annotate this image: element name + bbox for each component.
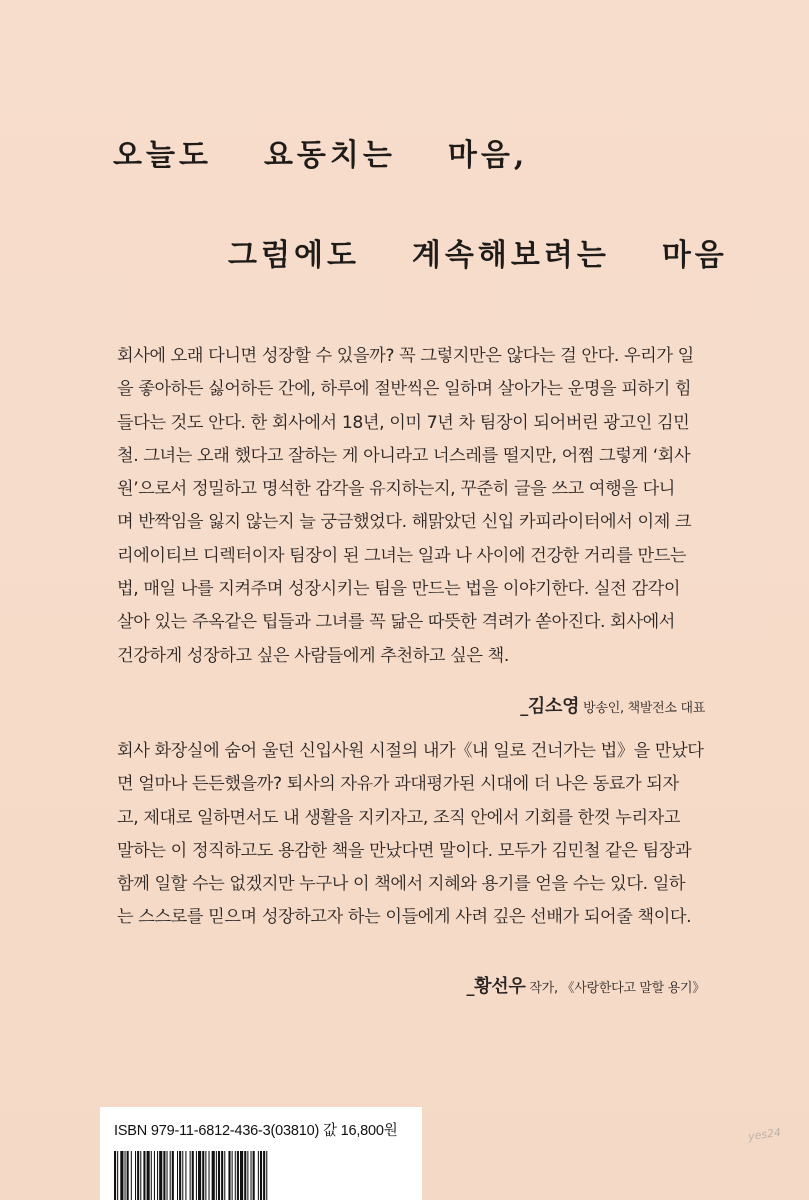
review-line: 고, 제대로 일하면서도 내 생활을 지키자고, 조직 안에서 기회를 한껏 누리자고 [117, 807, 681, 828]
barcode-bar [251, 1151, 252, 1200]
reviewer-role: 작가, 《사랑한다고 말할 용기》 [529, 981, 705, 996]
headline-word: 마음, [447, 138, 529, 173]
barcode-bar [196, 1151, 197, 1200]
barcode-graphic [114, 1151, 409, 1200]
barcode-bar [137, 1151, 139, 1200]
review-line: 원’으로서 정밀하고 명석한 감각을 유지하는지, 꾸준히 글을 쓰고 여행을 다니 [117, 479, 675, 500]
barcode-bar [143, 1151, 145, 1200]
barcode-bar [258, 1151, 259, 1200]
barcode-bar [154, 1151, 155, 1200]
barcode-bar [244, 1151, 246, 1200]
headline-word: 계속해보려는 [411, 238, 610, 273]
headline-word: 그럼에도 [228, 238, 360, 273]
barcode-bar [125, 1151, 126, 1200]
barcode-bar [135, 1151, 136, 1200]
barcode-bar [114, 1151, 116, 1200]
barcode-bar [172, 1151, 174, 1200]
barcode-bar [209, 1151, 210, 1200]
headline-word: 요동치는 [263, 138, 396, 173]
review-line: 철. 그녀는 오래 했다고 잘하는 게 아니라고 너스레를 떨지만, 어쩜 그렇게 ‘회사 [117, 445, 691, 466]
review-line: 리에이티브 디렉터이자 팀장이 된 그녀는 일과 나 사이에 건강한 거리를 만드는 [117, 545, 687, 566]
barcode-bar [247, 1151, 248, 1200]
review-line: 건강하게 성장하고 싶은 사람들에게 추천하고 싶은 책. [117, 645, 509, 666]
review-line: 들다는 것도 안다. 한 회사에서 18년, 이미 7년 차 팀장이 되어버린 광고인 김민 [117, 412, 690, 433]
review-1-attribution [520, 692, 705, 718]
review-line: 법, 매일 나를 지켜주며 성장시키는 팀을 만드는 법을 이야기한다. 실전 감각이 [117, 579, 681, 600]
barcode-bar [192, 1151, 194, 1200]
review-line: 회사에 오래 다니면 성장할 수 있을까? 꼭 그렇지만은 않다는 걸 안다. 우리가 일 [117, 346, 694, 366]
barcode-bar [228, 1151, 230, 1200]
review-line: 며 반짝임을 잃지 않는지 늘 궁금했었다. 해맑았던 신입 카피라이터에서 이제 크 [117, 512, 692, 533]
barcode-bar [179, 1151, 181, 1200]
review-line: 함께 일할 수는 없겠지만 누구나 이 책에서 지혜와 용기를 얻을 수는 있다. 일하 [117, 874, 686, 895]
barcode-bar [224, 1151, 225, 1200]
barcode-bar [232, 1151, 233, 1200]
barcode-bar [216, 1151, 217, 1200]
attribution-dash: _ [520, 697, 528, 716]
review-line: 말하는 이 정직하고도 용감한 책을 만났다면 말이다. 모두가 김민철 같은 팀장과 [117, 840, 692, 861]
watermark: yes24 [747, 1125, 782, 1144]
barcode-bar [182, 1151, 183, 1200]
barcode-bar [170, 1151, 171, 1200]
barcode-bar [163, 1151, 165, 1200]
review-line: 는 스스로를 믿으며 성장하고자 하는 이들에게 사려 깊은 선배가 되어줄 책이다. [117, 907, 692, 928]
barcode-bar [198, 1151, 201, 1200]
barcode-box [100, 1107, 422, 1200]
barcode-bar [151, 1151, 152, 1200]
review-1-text [117, 340, 717, 673]
review-line: 을 좋아하든 싫어하든 간에, 하루에 절반씩은 일하며 살아가는 운명을 피하기 힘 [117, 379, 692, 400]
isbn-number: ISBN 979-11-6812-436-3(03810) [114, 1123, 320, 1139]
barcode-bar [140, 1151, 141, 1200]
barcode-bar [202, 1151, 204, 1200]
headline-word: 오늘도 [113, 138, 212, 173]
barcode-bar [221, 1151, 223, 1200]
barcode-bar [212, 1151, 215, 1200]
barcode-bar [157, 1151, 158, 1200]
barcode-bar [218, 1151, 220, 1200]
barcode-bar [263, 1151, 265, 1200]
barcode-bar [167, 1151, 168, 1200]
barcode-bar [205, 1151, 206, 1200]
reviewer-role: 방송인, 책발전소 대표 [583, 701, 705, 716]
barcode-bar [235, 1151, 236, 1200]
reviewer-name: 황선우 [474, 976, 526, 997]
barcode-bar [185, 1151, 186, 1200]
barcode-bar [240, 1151, 243, 1200]
barcode-bar [190, 1151, 191, 1200]
isbn-price-line [114, 1119, 398, 1140]
review-2-text [117, 735, 717, 935]
barcode-bar [260, 1151, 262, 1200]
barcode-bar [120, 1151, 123, 1200]
barcode-bar [159, 1151, 162, 1200]
headline-word: 마음 [661, 238, 728, 273]
barcode-bar [177, 1151, 178, 1200]
barcode-bar [237, 1151, 239, 1200]
barcode-bar [131, 1151, 132, 1200]
barcode-bar [266, 1151, 267, 1200]
barcode-bar [253, 1151, 255, 1200]
headline-line-1 [113, 130, 528, 174]
review-line: 회사 화장실에 숨어 울던 신입사원 시절의 내가《내 일로 건너가는 법》을 만났다 [117, 741, 704, 761]
barcode-bar [147, 1151, 150, 1200]
attribution-dash: _ [466, 977, 475, 996]
review-line: 면 얼마나 든든했을까? 퇴사의 자유가 과대평가된 시대에 더 나은 동료가 되자 [117, 774, 679, 795]
reviewer-name: 김소영 [527, 696, 580, 717]
barcode-bar [127, 1151, 129, 1200]
review-2-attribution [466, 972, 705, 998]
barcode-bar [117, 1151, 118, 1200]
price: 값 16,800원 [322, 1123, 398, 1139]
review-line: 살아 있는 주옥같은 팁들과 그녀를 꼭 닮은 따뜻한 격려가 쏟아진다. 회사에서 [117, 612, 675, 633]
headline-line-2 [228, 230, 728, 274]
